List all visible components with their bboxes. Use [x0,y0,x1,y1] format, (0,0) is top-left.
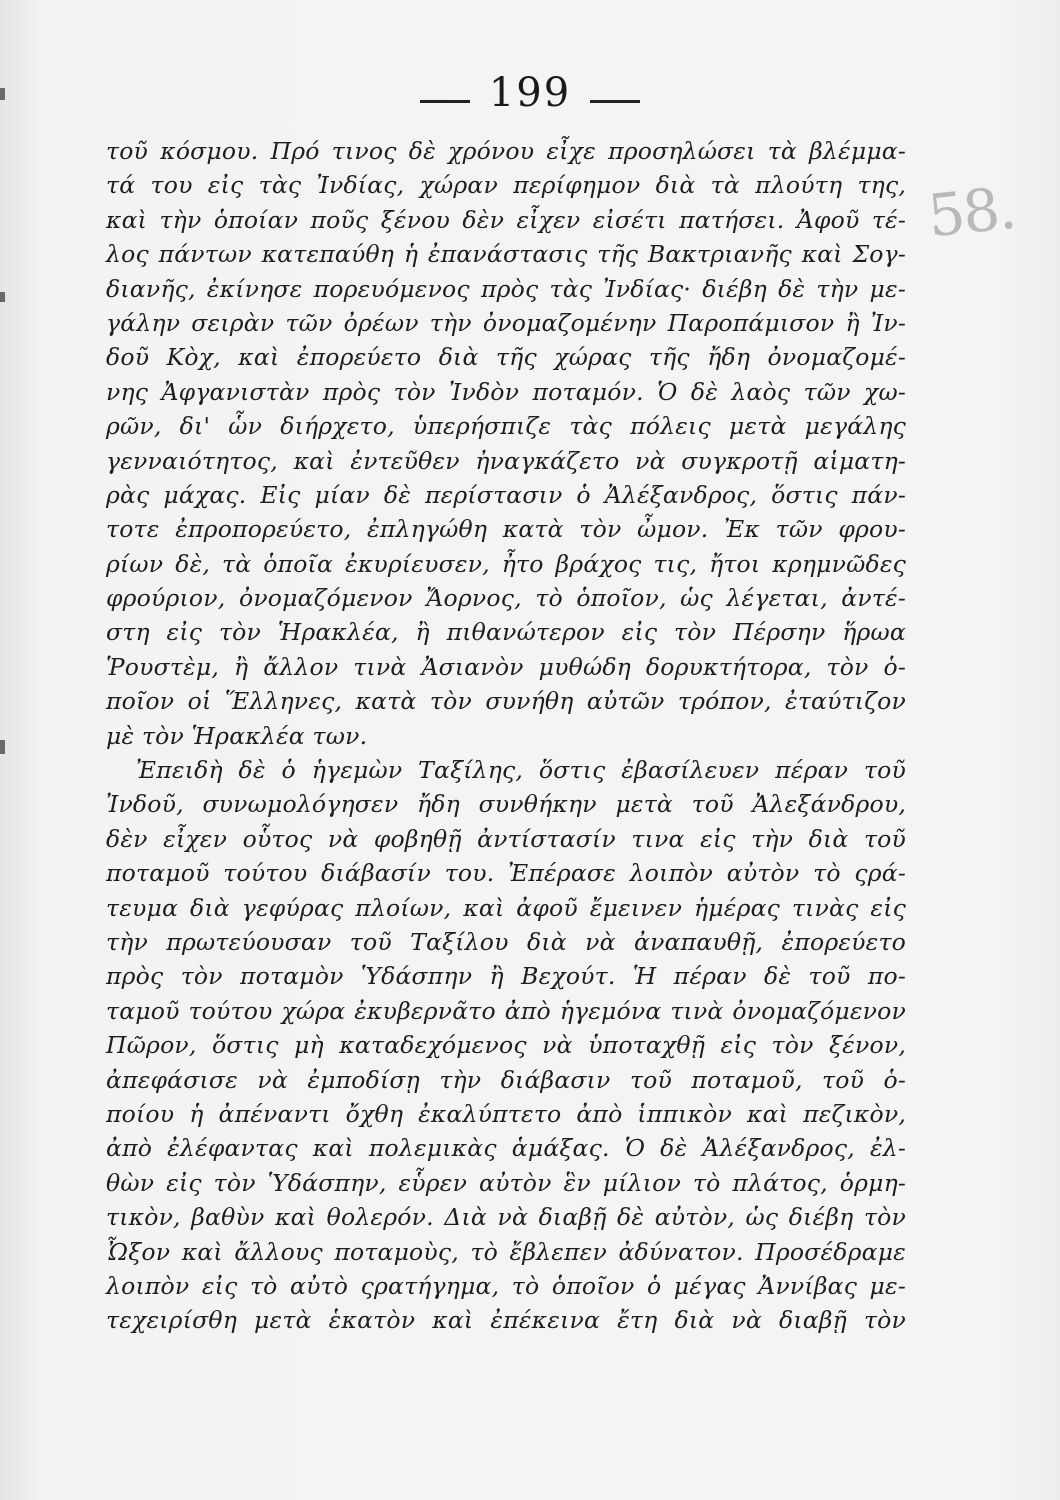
text-line: τοτε ἐπροπορεύετο, ἐπληγώθη κατὰ τὸν ὦμον. Ἐκ τῶν φρου- [106,515,906,544]
text-line: ταμοῦ τούτου χώρα ἐκυβερνᾶτο ἀπὸ ἡγεμόνα τινὰ ὀνομαζόμενον [106,996,906,1025]
page-number: 199 [488,70,572,116]
text-line: διανῆς, ἐκίνησε πορευόμενος πρὸς τὰς Ἰνδίας· διέβη δὲ τὴν με- [106,274,906,303]
text-line: Ὦξον καὶ ἄλλους ποταμοὺς, τὸ ἔβλεπεν ἀδύνατον. Προσέδραμε [106,1237,906,1266]
text-line: ρὰς μάχας. Εἰς μίαν δὲ περίστασιν ὁ Ἀλέξανδρος, ὅστις πάν- [106,480,906,509]
text-line: στη εἰς τὸν Ἡρακλέα, ἢ πιθανώτερον εἰς τὸν Πέρσην ἥρωα [106,618,906,647]
header-dash-left [420,100,470,103]
text-line: ἀπὸ ἐλέφαντας καὶ πολεμικὰς ἁμάξας. Ὁ δὲ Ἀλέξανδρος, ἐλ- [106,1134,906,1163]
text-line: τευμα διὰ γεφύρας πλοίων, καὶ ἀφοῦ ἔμεινεν ἡμέρας τινὰς εἰς [106,893,906,922]
text-line: ρῶν, δι' ὧν διήρχετο, ὑπερήσπιζε τὰς πόλεις μετὰ μεγάλης [106,412,906,441]
text-line: δὲν εἶχεν οὗτος νὰ φοβηθῇ ἀντίστασίν τινα εἰς τὴν διὰ τοῦ [106,824,906,853]
text-line: μὲ τὸν Ἡρακλέα των. [106,721,368,750]
text-line: ρίων δὲ, τὰ ὁποῖα ἐκυρίευσεν, ἦτο βράχος τις, ἤτοι κρημνῶδες [106,549,906,578]
text-line: Ῥουστὲμ, ἢ ἄλλον τινὰ Ἀσιανὸν μυθώδη δορυκτήτορα, τὸν ὁ- [106,652,906,681]
text-line: Ἰνδοῦ, συνωμολόγησεν ἤδη συνθήκην μετὰ τοῦ Ἀλεξάνδρου, [106,790,906,819]
text-line: ἀπεφάσισε νὰ ἐμποδίσῃ τὴν διάβασιν τοῦ ποταμοῦ, τοῦ ὁ- [106,1065,906,1094]
text-line: ποίου ἡ ἀπέναντι ὄχθη ἐκαλύπτετο ἀπὸ ἱππικὸν καὶ πεζικὸν, [106,1099,906,1128]
text-line: λος πάντων κατεπαύθη ἡ ἐπανάστασις τῆς Βακτριανῆς καὶ Σογ- [106,240,906,269]
page-body-text [106,134,906,1338]
text-line: γενναιότητος, καὶ ἐντεῦθεν ἠναγκάζετο νὰ συγκροτῇ αἱματη- [106,446,906,475]
text-line: φρούριον, ὀνομαζόμενον Ἄορνος, τὸ ὁποῖον, ὡς λέγεται, ἀντέ- [106,584,906,613]
text-line: Ἐπειδὴ δὲ ὁ ἡγεμὼν Ταξίλης, ὅστις ἐβασίλευεν πέραν τοῦ [136,756,906,785]
text-line: καὶ τὴν ὁποίαν ποῦς ξένου δὲν εἶχεν εἰσέτι πατήσει. Ἀφοῦ τέ- [106,205,906,234]
text-line: δοῦ Κὸχ, καὶ ἐπορεύετο διὰ τῆς χώρας τῆς ἤδη ὀνομαζομέ- [106,343,906,372]
text-line: ποῖον οἱ Ἕλληνες, κατὰ τὸν συνήθη αὐτῶν τρόπον, ἐταύτιζον [106,687,906,716]
text-line: Πῶρον, ὅστις μὴ καταδεχόμενος νὰ ὑποταχθῇ εἰς τὸν ξένον, [106,1031,906,1060]
header-dash-right [590,100,640,103]
text-line: θὼν εἰς τὸν Ὑδάσπην, εὗρεν αὐτὸν ἓν μίλιον τὸ πλάτος, ὁρμη- [106,1168,906,1197]
text-line: τοῦ κόσμου. Πρό τινος δὲ χρόνου εἶχε προσηλώσει τὰ βλέμμα- [106,137,906,165]
text-line: γάλην σειρὰν τῶν ὀρέων τὴν ὀνομαζομένην Παροπάμισον ἢ Ἰν- [106,308,906,337]
text-line: τὴν πρωτεύουσαν τοῦ Ταξίλου διὰ νὰ ἀναπαυθῇ, ἐπορεύετο [106,927,906,956]
page-header [0,70,1060,116]
left-edge-mark [0,292,5,302]
text-line: νης Ἀφγανιστὰν πρὸς τὸν Ἰνδὸν ποταμόν. Ὁ δὲ λαὸς τῶν χω- [106,377,906,406]
text-line: πρὸς τὸν ποταμὸν Ὑδάσπην ἢ Βεχούτ. Ἡ πέραν δὲ τοῦ πο- [106,962,906,991]
text-line: τεχειρίσθη μετὰ ἑκατὸν καὶ ἐπέκεινα ἔτη διὰ νὰ διαβῇ τὸν [106,1306,906,1335]
text-line: ποταμοῦ τούτου διάβασίν του. Ἐπέρασε λοιπὸν αὐτὸν τὸ ςρά- [106,859,906,888]
text-line: λοιπὸν εἰς τὸ αὐτὸ ςρατήγημα, τὸ ὁποῖον ὁ μέγας Ἀννίβας με- [106,1271,906,1300]
margin-annotation: 58. [924,173,1018,251]
left-edge-mark [0,740,5,754]
text-line: τά του εἰς τὰς Ἰνδίας, χώραν περίφημον διὰ τὰ πλούτη της, [106,171,906,200]
text-line: τικὸν, βαθὺν καὶ θολερόν. Διὰ νὰ διαβῇ δὲ αὐτὸν, ὡς διέβη τὸν [106,1203,906,1232]
